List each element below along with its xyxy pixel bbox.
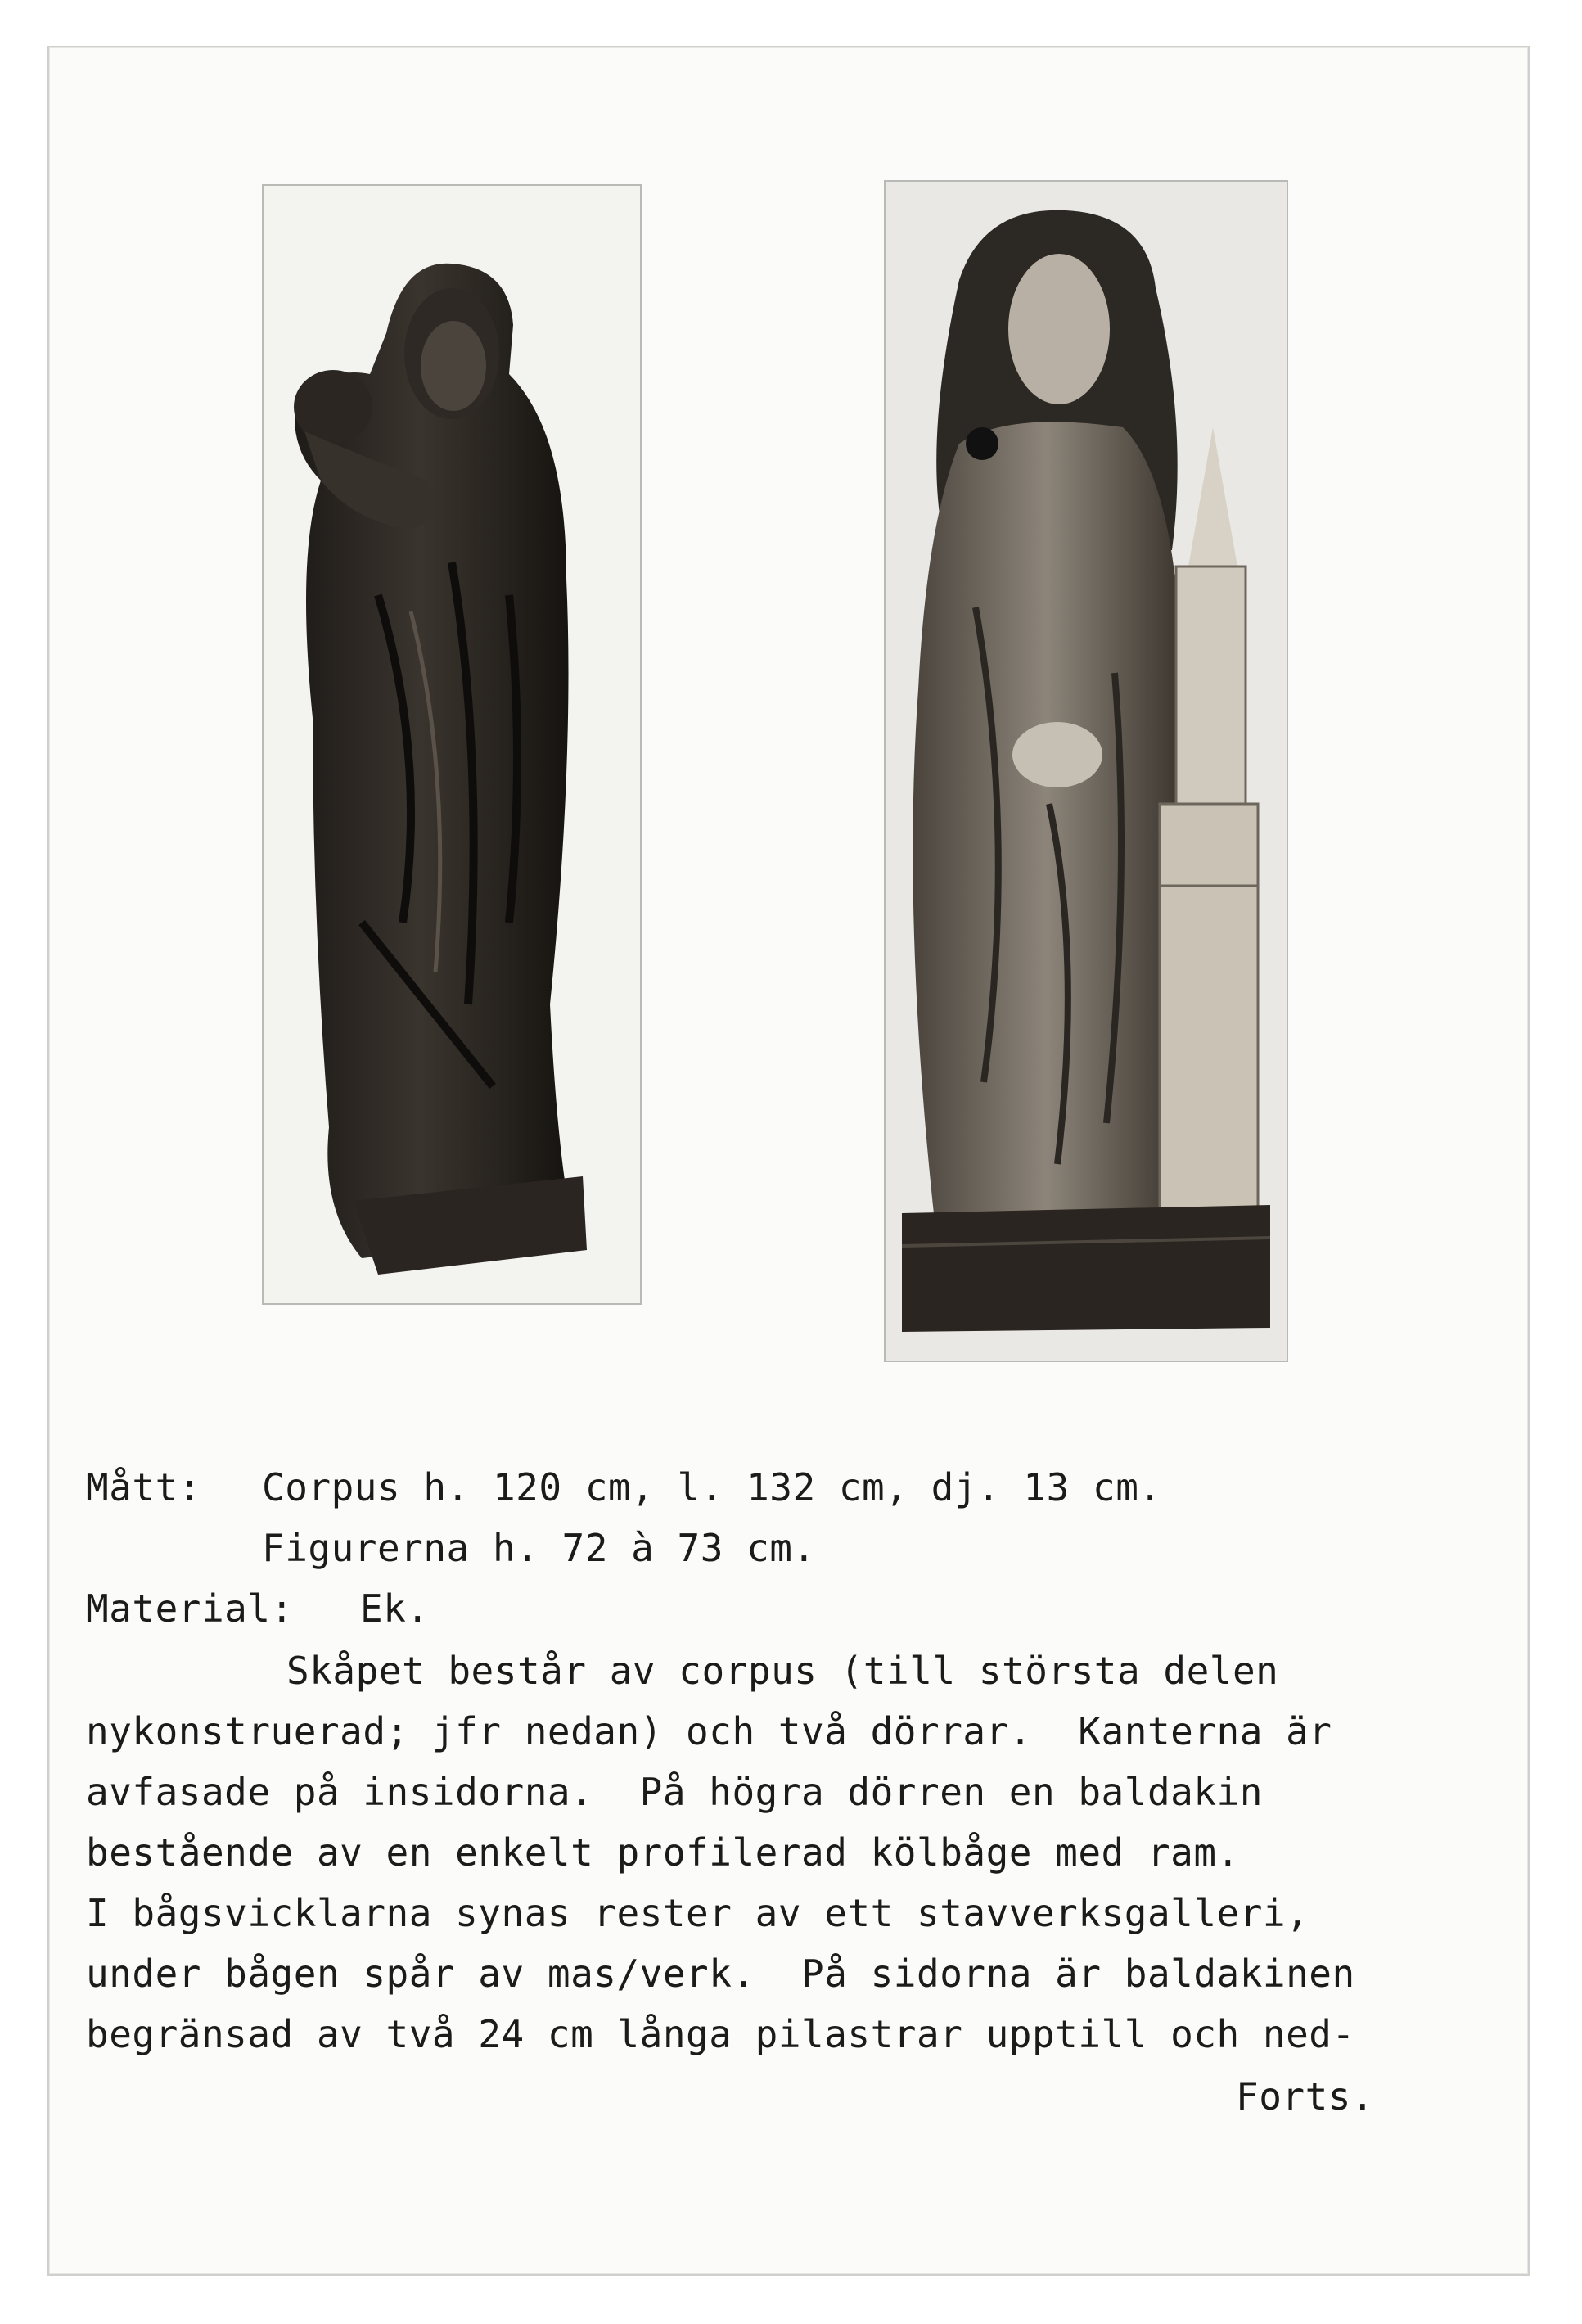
paragraph-line-7: begränsad av två 24 cm långa pilastrar upptill och ned- [86, 2012, 1355, 2056]
continued-note: Forts. [1236, 2074, 1375, 2119]
material-value: Ek. [360, 1586, 430, 1631]
photo-madonna [262, 184, 642, 1305]
paragraph-line-3: avfasade på insidorna. På högra dörren en baldakin [86, 1770, 1263, 1814]
paragraph-line-6: under bågen spår av mas/verk. På sidorna är baldakinen [86, 1952, 1355, 1996]
madonna-sculpture-image [264, 186, 640, 1303]
measurements-label: Mått: [86, 1465, 201, 1509]
photo-saint-with-tower [884, 180, 1288, 1362]
material-label: Material: [86, 1586, 294, 1631]
paragraph-line-1: Skåpet består av corpus (till största delen [286, 1649, 1279, 1693]
paragraph-line-2: nykonstruerad; jfr nedan) och två dörrar. Kanterna är [86, 1709, 1332, 1753]
paragraph-line-5: I bågsvicklarna synas rester av ett stavverksgalleri, [86, 1891, 1309, 1935]
paragraph-line-4: bestående av en enkelt profilerad kölbåge med ram. [86, 1830, 1240, 1875]
saint-sculpture-image [886, 182, 1287, 1361]
figure-dimensions: Figurerna h. 72 à 73 cm. [262, 1526, 816, 1570]
corpus-dimensions: Corpus h. 120 cm, l. 132 cm, dj. 13 cm. [262, 1465, 1162, 1509]
